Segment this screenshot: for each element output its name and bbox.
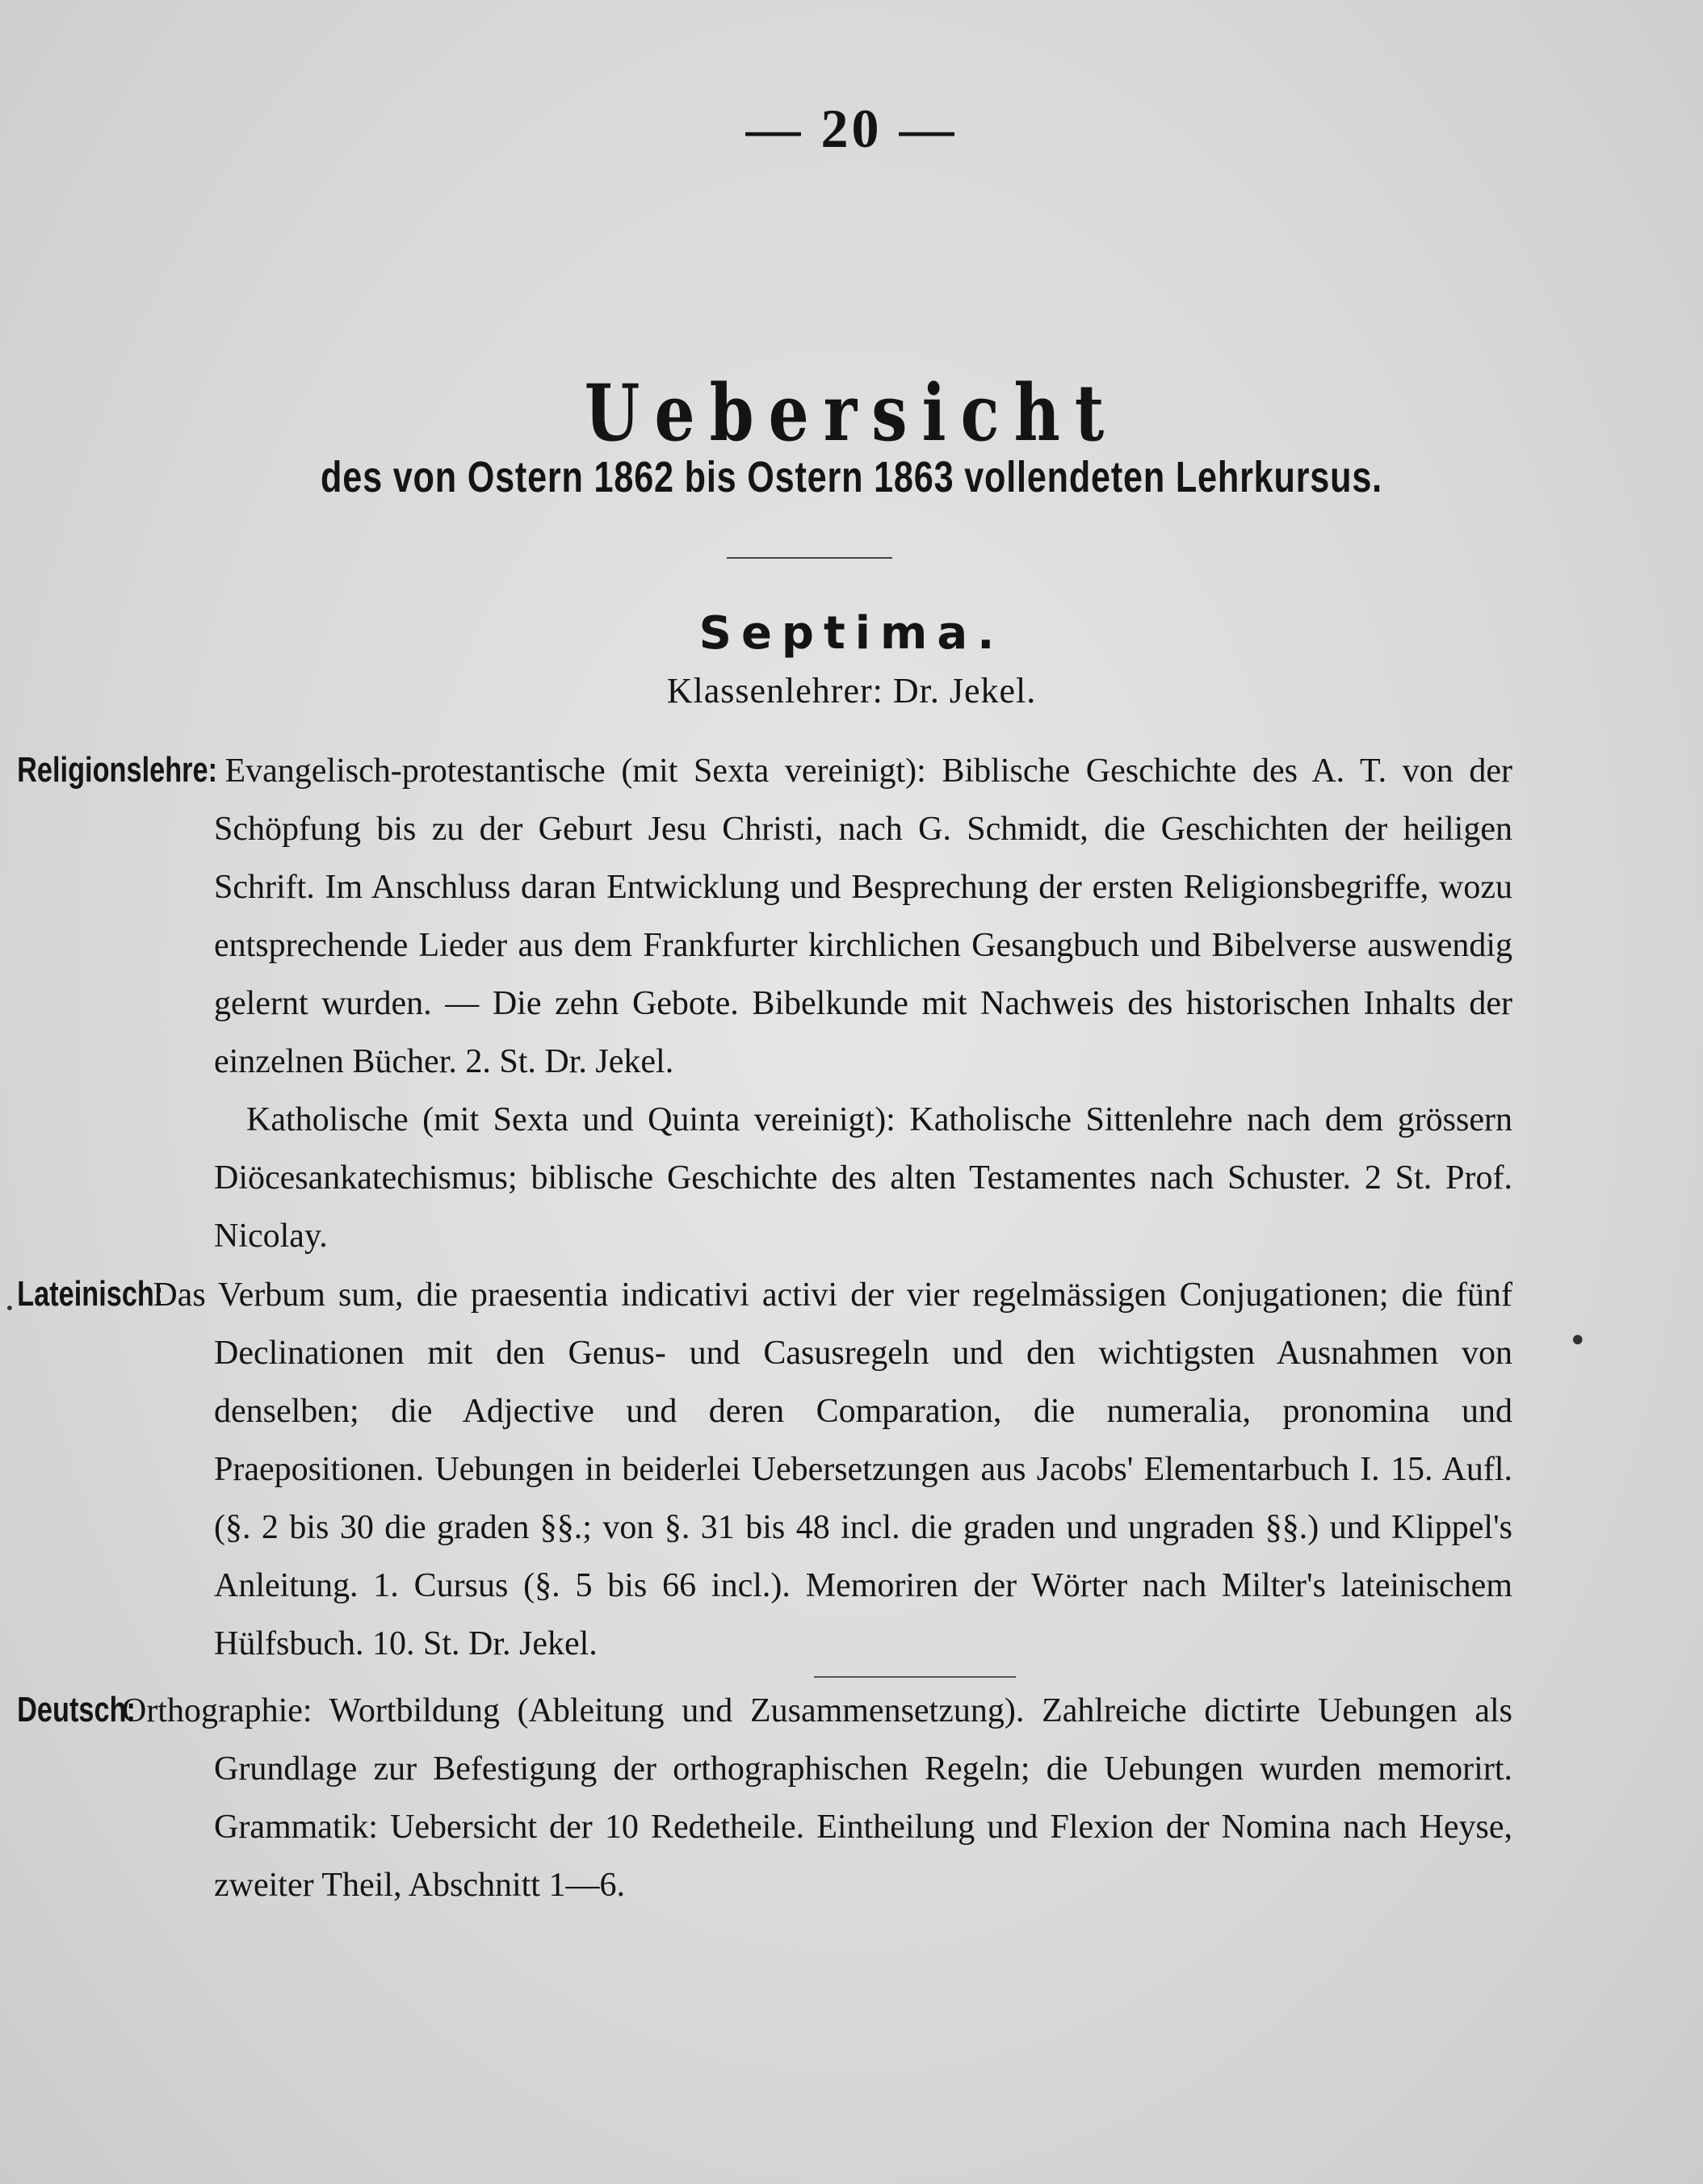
- subject-religion: [17, 741, 1513, 1091]
- subject-text-religion: Evangelisch-protestantische (mit Sexta vereinigt): Biblische Geschichte des A. T. von der Schöpfung bis zu der Geburt Jesu Christi, nach G. Schmidt, die Geschichten der heiligen Schrift. Im Anschluss daran Entwicklung und Besprechung der ersten Religionsbegriffe, wozu entsprechende Lieder aus dem Frankfurter kirchlichen Gesangbuch und Bibelverse auswendig gelernt wurden. — Die zehn Gebote. Bibelkunde mit Nachweis des historischen Inhalts der einzelnen Bücher. 2. St. Dr. Jekel.: [214, 752, 1513, 1080]
- ink-dot-mark-left: •: [5, 1298, 15, 1318]
- ink-dot-mark: •: [1568, 1323, 1588, 1360]
- document-body: [17, 741, 1513, 1914]
- subject-text-latin: Das Verbum sum, die praesentia indicativi activi der vier regelmässigen Conjugationen; die fünf Declinationen mit den Genus- und Casusregeln und den wichtigsten Ausnahmen von denselben; die Adjective und deren Comparation, die numeralia, pronomina und Praepositionen. Uebungen in beiderlei Uebersetzungen aus Jacobs' Elementarbuch I. 15. Aufl. (§. 2 bis 30 die graden §§.; von §. 31 bis 48 incl. die graden und ungraden §§.) und Klippel's Anleitung. 1. Cursus (§. 5 bis 66 incl.). Memoriren der Wörter nach Milter's lateinischem Hülfsbuch. 10. St. Dr. Jekel.: [153, 1276, 1512, 1662]
- class-teacher: Klassenlehrer: Dr. Jekel.: [666, 671, 1037, 711]
- subject-latin: [17, 1265, 1512, 1673]
- page-number: — 20 —: [745, 98, 958, 159]
- subject-religion-catholic: [103, 1091, 1512, 1265]
- subject-label-latin: Lateinisch:: [17, 1274, 164, 1314]
- subject-text-catholic: Katholische (mit Sexta und Quinta vereinigt): Katholische Sittenlehre nach dem grössern Diöcesankatechismus; biblische Geschichte des alten Testamentes nach Schuster. 2 St. Prof. Nicolay.: [214, 1101, 1512, 1255]
- subject-label-religion: Religionslehre:: [17, 750, 218, 790]
- page-subtitle: des von Ostern 1862 bis Ostern 1863 vollendeten Lehrkursus.: [321, 453, 1382, 501]
- subject-label-german: Deutsch:: [17, 1690, 136, 1729]
- divider-mid: [814, 1676, 1016, 1678]
- subject-text-german: Orthographie: Wortbildung (Ableitung und Zusammensetzung). Zahlreiche dictirte Uebungen als Grundlage zur Befestigung der orthographischen Regeln; die Uebungen wurden memorirt. Grammatik: Uebersicht der 10 Redetheile. Eintheilung und Flexion der Nomina nach Heyse, zweiter Theil, Abschnitt 1—6.: [121, 1692, 1512, 1904]
- divider-short: [727, 557, 892, 559]
- page-title: Uebersicht: [584, 367, 1119, 459]
- subject-german: [17, 1681, 1512, 1914]
- section-heading: Septima.: [698, 607, 1005, 660]
